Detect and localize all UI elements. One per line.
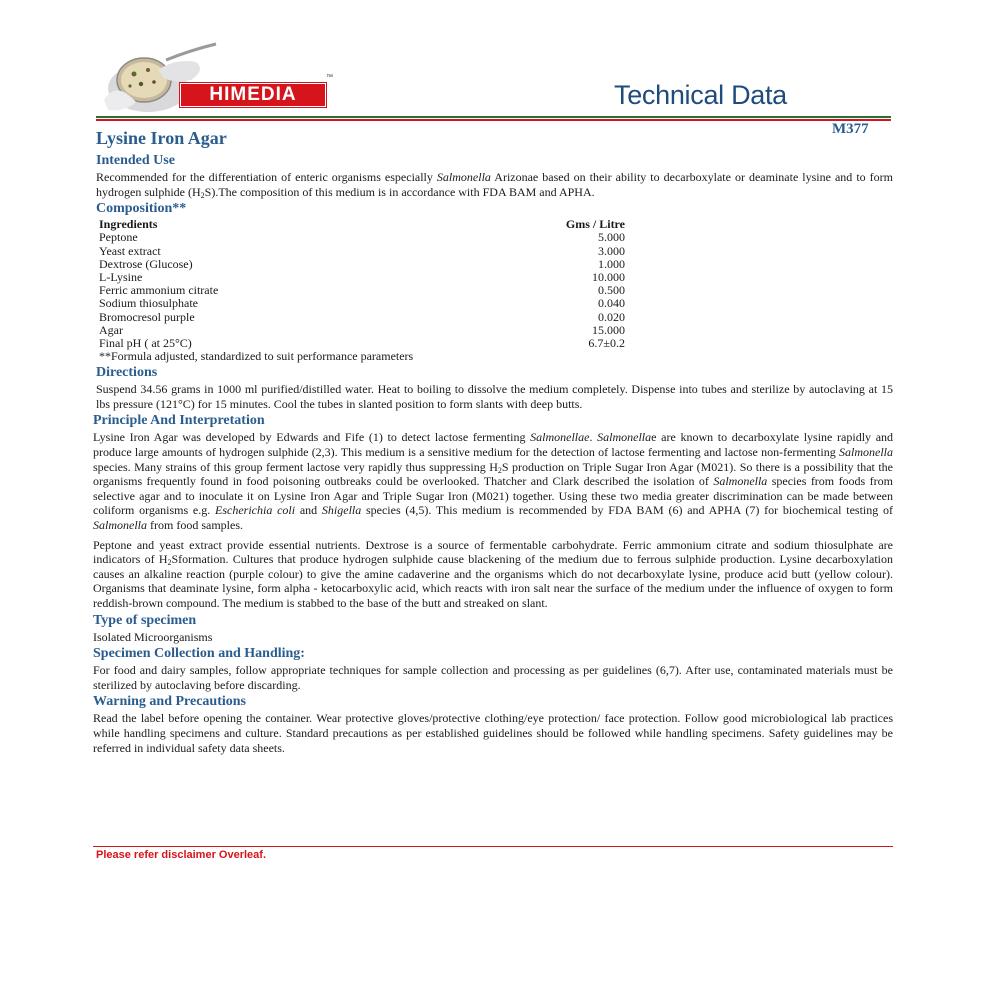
directions-text: Suspend 34.56 grams in 1000 ml purified/distilled water. Heat to boiling to dissolve the medium completely. Dispense into tubes and sterilize by autoclaving at 15 lbs pressure (121°C) for 15 minutes. Cool the tubes in slanted position to form slants with deep butts. [96,382,893,411]
italic-organism: Shigella [321,503,362,518]
document-type-title: Technical Data [614,80,787,110]
ingredient-name: L-Lysine [99,270,143,284]
table-row [99,258,625,271]
italic-organism: Salmonellae [530,430,590,445]
ingredient-name: Ferric ammonium citrate [99,283,219,298]
table-row [99,231,625,244]
ingredient-name: Sodium thiosulphate [99,296,198,311]
specimen-text: Isolated Microorganisms [93,629,213,644]
disclaimer-note: Please refer disclaimer Overleaf. [96,849,266,861]
text-run: Arizonae based on their ability to decarboxylate or deaminate lysine and to form hydrogen sulphide (H [96,170,894,199]
italic-organism: Escherichia coli [215,503,296,518]
table-row [99,311,625,324]
section-heading: Composition** [96,201,187,217]
trademark-mark: ™ [326,74,333,81]
collection-text: For food and dairy samples, follow appropriate techniques for sample collection and processing as per guidelines (6,7). After use, contaminated materials must be sterilized by autoclaving before discarding. [93,663,893,692]
ingredient-name: Yeast extract [99,243,161,258]
text-run: S production on Triple Sugar Iron Agar (M021). So there is a possibility that the organisms frequently found in food poisoning outbreaks could be overlooked. Thatcher and Clark described the isolation of [93,459,893,489]
document-body [93,151,893,755]
composition-table [99,218,625,350]
column-header-ingredients: Ingredients [99,217,158,232]
footer-rule [93,846,893,847]
table-row [99,297,625,310]
section-heading: Intended Use [96,153,175,168]
section-composition [93,199,893,363]
text-run: e are known to decarboxylate lysine rapidly and produce large amounts of hydrogen sulphide (2,3). This medium is a sensitive medium for the detection of lactose fermenting and lactose non-fermenting [93,430,894,459]
section-intended-use [93,151,893,199]
section-principle [93,411,893,610]
intended-use-text [96,170,893,199]
ingredient-name: Peptone [99,230,138,245]
ingredient-amount: 0.040 [598,296,625,311]
text-run: from food samples. [147,517,243,532]
text-run: S).The composition of this medium is in accordance with FDA BAM and APHA. [204,184,595,199]
brand-logo-text: HIMEDIA [180,83,326,107]
text-run: species from foods from selective agar and to inoculate it on Lysine Iron Agar and Triple Sugar Iron (M021) together. Using these two media greater discrimination can be made between coliform organisms e.g. [93,474,893,518]
ingredient-amount: 0.020 [598,309,625,324]
text-run: and [295,503,322,518]
ingredient-amount: 10.000 [592,270,625,284]
product-code: M377 [832,121,869,137]
text-run: Sformation. Cultures that produce hydrogen sulphide cause blackening of the medium due to ferrous sulphide production. Lysine decarboxylation causes an alkaline reaction (purple colour) to give the amine cadaverine and the organisms which do not decarboxylate lysine, produce acid butt (yellow colour). Organisms that deaminate lysine, form alpha - ketocarboxylic acid, which reacts with iron salt near the surface of the medium under the influence of oxygen to form reddish-brown compound. The medium is stabbed to the base of the butt and streaked on slant. [93,552,893,610]
ingredient-name: Final pH ( at 25°C) [99,336,192,351]
ingredient-amount: 3.000 [598,243,625,258]
table-row [99,245,625,258]
section-heading: Principle And Interpretation [93,413,265,429]
column-header-amount: Gms / Litre [565,217,625,232]
principle-paragraph-1 [93,430,893,532]
warning-text: Read the label before opening the container. Wear protective gloves/protective clothing/eye protection/ face protection. Follow good microbiological lab practices while handling specimens and culture. Standard precautions as per established guidelines should be followed while handling specimens. Safety guidelines may be referred in individual safety data sheets. [93,711,893,755]
formula-note: **Formula adjusted, standardized to suit performance parameters [99,349,414,364]
subscript: 2 [497,465,502,475]
italic-organism: Salmonella [713,474,768,489]
subscript: 2 [167,558,172,568]
product-title: Lysine Iron Agar [96,128,227,148]
principle-paragraph-2 [93,538,893,611]
section-heading: Specimen Collection and Handling: [93,646,305,662]
table-header-row [99,218,625,231]
section-directions [93,363,893,411]
text-run: . [589,430,598,445]
header-rule-green [96,116,891,118]
ingredient-amount: 6.7±0.2 [588,336,625,351]
italic-organism: Salmonella [839,445,893,459]
text-run: Peptone and yeast extract provide essential nutrients. Dextrose is a source of fermentable carbohydrate. Ferric ammonium citrate and sodium thiosulphate are indicators of H [93,537,893,567]
text-run: species (4,5). This medium is recommended by FDA BAM (6) and APHA (7) for biochemical testing of [361,503,894,518]
section-warning [93,692,893,755]
italic-organism: Salmonella [597,430,652,445]
italic-organism: Salmonella [436,170,491,184]
section-heading: Warning and Precautions [93,694,246,710]
section-heading: Type of specimen [93,612,197,628]
ingredient-name: Dextrose (Glucose) [99,256,193,271]
text-run: species. Many strains of this group ferment lactose very rapidly thus suppressing H [93,459,498,474]
italic-organism: Salmonella [93,517,147,532]
ingredient-name: Bromocresol purple [99,309,195,324]
section-heading: Directions [96,365,158,381]
page-header [0,0,1000,148]
ingredient-name: Agar [99,322,123,337]
section-specimen-collection [93,644,893,692]
text-run: Lysine Iron Agar was developed by Edwards and Fife (1) to detect lactose fermenting [93,430,531,445]
header-rule-red [96,119,891,121]
text-run: Recommended for the differentiation of enteric organisms especially [96,170,437,184]
subscript: 2 [200,190,205,200]
ingredient-amount: 15.000 [592,322,625,337]
ingredient-amount: 0.500 [598,283,625,298]
section-type-of-specimen [93,611,893,645]
ingredient-amount: 1.000 [598,256,625,271]
ingredient-amount: 5.000 [598,230,625,245]
